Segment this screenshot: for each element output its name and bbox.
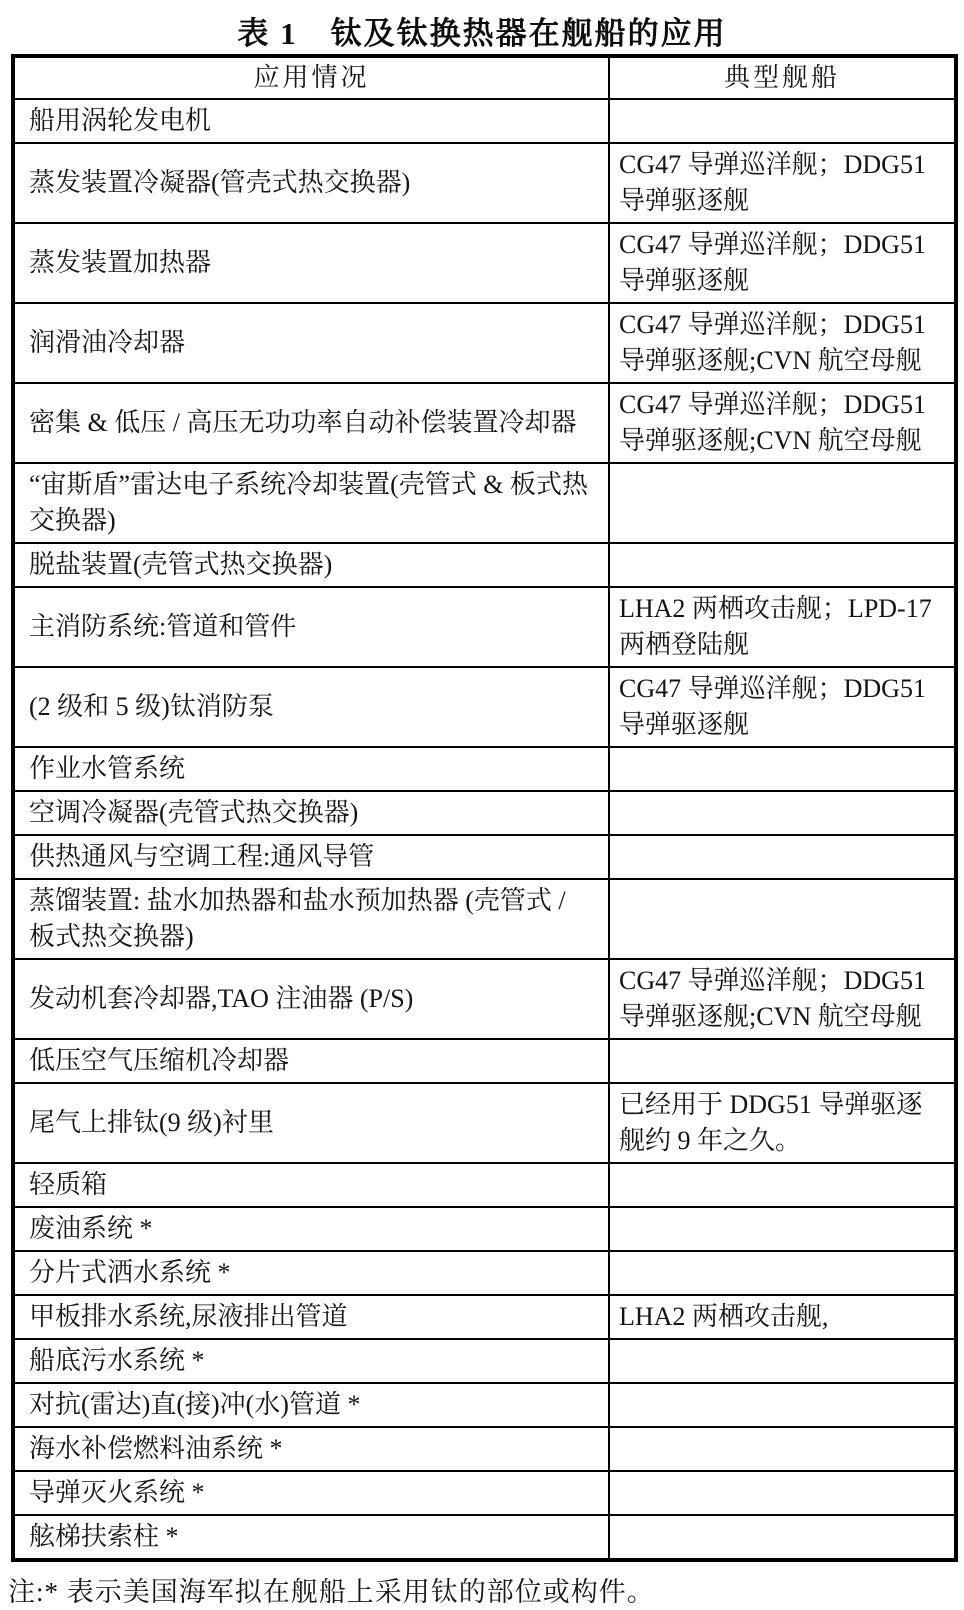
column-header-ships: 典型舰船: [609, 56, 956, 99]
ships-cell: CG47 导弹巡洋舰；DDG51 导弹驱逐舰;CVN 航空母舰: [609, 383, 956, 463]
table-row: [13, 1295, 956, 1339]
table-row: [13, 959, 956, 1039]
ships-cell: [609, 1471, 956, 1515]
ships-cell: CG47 导弹巡洋舰；DDG51 导弹驱逐舰;CVN 航空母舰: [609, 303, 956, 383]
ships-cell: [609, 1515, 956, 1560]
application-cell: 主消防系统:管道和管件: [13, 587, 609, 667]
application-cell: 废油系统 *: [13, 1207, 609, 1251]
table-row: [13, 1471, 956, 1515]
ships-cell: CG47 导弹巡洋舰；DDG51 导弹驱逐舰;CVN 航空母舰: [609, 959, 956, 1039]
ships-cell: 已经用于 DDG51 导弹驱逐舰约 9 年之久。: [609, 1083, 956, 1163]
table-row: [13, 463, 956, 543]
ships-cell: [609, 747, 956, 791]
table-row: [13, 223, 956, 303]
ships-cell: [609, 791, 956, 835]
ships-cell: [609, 1427, 956, 1471]
ships-cell: [609, 463, 956, 543]
application-cell: 润滑油冷却器: [13, 303, 609, 383]
table-row: [13, 543, 956, 587]
application-cell: 蒸发装置冷凝器(管壳式热交换器): [13, 143, 609, 223]
ships-cell: CG47 导弹巡洋舰；DDG51 导弹驱逐舰: [609, 223, 956, 303]
application-cell: 作业水管系统: [13, 747, 609, 791]
application-cell: 空调冷凝器(壳管式热交换器): [13, 791, 609, 835]
table-row: [13, 667, 956, 747]
application-cell: (2 级和 5 级)钛消防泵: [13, 667, 609, 747]
ships-cell: CG47 导弹巡洋舰；DDG51 导弹驱逐舰: [609, 667, 956, 747]
ships-cell: CG47 导弹巡洋舰；DDG51 导弹驱逐舰: [609, 143, 956, 223]
application-cell: 船底污水系统 *: [13, 1339, 609, 1383]
table-row: [13, 1207, 956, 1251]
ships-cell: [609, 1383, 956, 1427]
table-row: [13, 1083, 956, 1163]
ships-cell: [609, 1339, 956, 1383]
application-cell: 船用涡轮发电机: [13, 99, 609, 143]
ships-cell: [609, 835, 956, 879]
ships-cell: [609, 543, 956, 587]
table-row: [13, 143, 956, 223]
column-header-application: 应用情况: [13, 56, 609, 99]
application-cell: 轻质箱: [13, 1163, 609, 1207]
application-cell: 密集 & 低压 / 高压无功功率自动补偿装置冷却器: [13, 383, 609, 463]
table-row: [13, 303, 956, 383]
application-cell: 低压空气压缩机冷却器: [13, 1039, 609, 1083]
table-row: [13, 99, 956, 143]
application-cell: 供热通风与空调工程:通风导管: [13, 835, 609, 879]
application-cell: 分片式洒水系统 *: [13, 1251, 609, 1295]
ships-cell: [609, 879, 956, 959]
application-cell: “宙斯盾”雷达电子系统冷却装置(壳管式 & 板式热交换器): [13, 463, 609, 543]
table-row: [13, 1339, 956, 1383]
application-cell: 脱盐装置(壳管式热交换器): [13, 543, 609, 587]
table-row: [13, 879, 956, 959]
ships-cell: LHA2 两栖攻击舰,: [609, 1295, 956, 1339]
table-row: [13, 383, 956, 463]
table-row: [13, 835, 956, 879]
applications-table: [11, 54, 958, 1562]
table-footnote: 注:* 表示美国海军拟在舰船上采用钛的部位或构件。: [8, 1577, 655, 1607]
table-title: 表 1 钛及钛换热器在舰船的应用: [237, 15, 727, 51]
ships-cell: [609, 1207, 956, 1251]
table-row: [13, 1427, 956, 1471]
ships-cell: LHA2 两栖攻击舰；LPD-17 两栖登陆舰: [609, 587, 956, 667]
table-row: [13, 791, 956, 835]
table-row: [13, 1039, 956, 1083]
table-row: [13, 587, 956, 667]
table-row: [13, 747, 956, 791]
application-cell: 导弹灭火系统 *: [13, 1471, 609, 1515]
application-cell: 发动机套冷却器,TAO 注油器 (P/S): [13, 959, 609, 1039]
table-row: [13, 1251, 956, 1295]
table-row: [13, 1163, 956, 1207]
table-row: [13, 1383, 956, 1427]
application-cell: 蒸馏装置: 盐水加热器和盐水预加热器 (壳管式 / 板式热交换器): [13, 879, 609, 959]
application-cell: 甲板排水系统,尿液排出管道: [13, 1295, 609, 1339]
application-cell: 舷梯扶索柱 *: [13, 1515, 609, 1560]
application-cell: 对抗(雷达)直(接)冲(水)管道 *: [13, 1383, 609, 1427]
ships-cell: [609, 1039, 956, 1083]
ships-cell: [609, 1251, 956, 1295]
ships-cell: [609, 99, 956, 143]
table-header-row: [13, 56, 956, 99]
application-cell: 尾气上排钛(9 级)衬里: [13, 1083, 609, 1163]
application-cell: 海水补偿燃料油系统 *: [13, 1427, 609, 1471]
application-cell: 蒸发装置加热器: [13, 223, 609, 303]
table-row: [13, 1515, 956, 1560]
ships-cell: [609, 1163, 956, 1207]
